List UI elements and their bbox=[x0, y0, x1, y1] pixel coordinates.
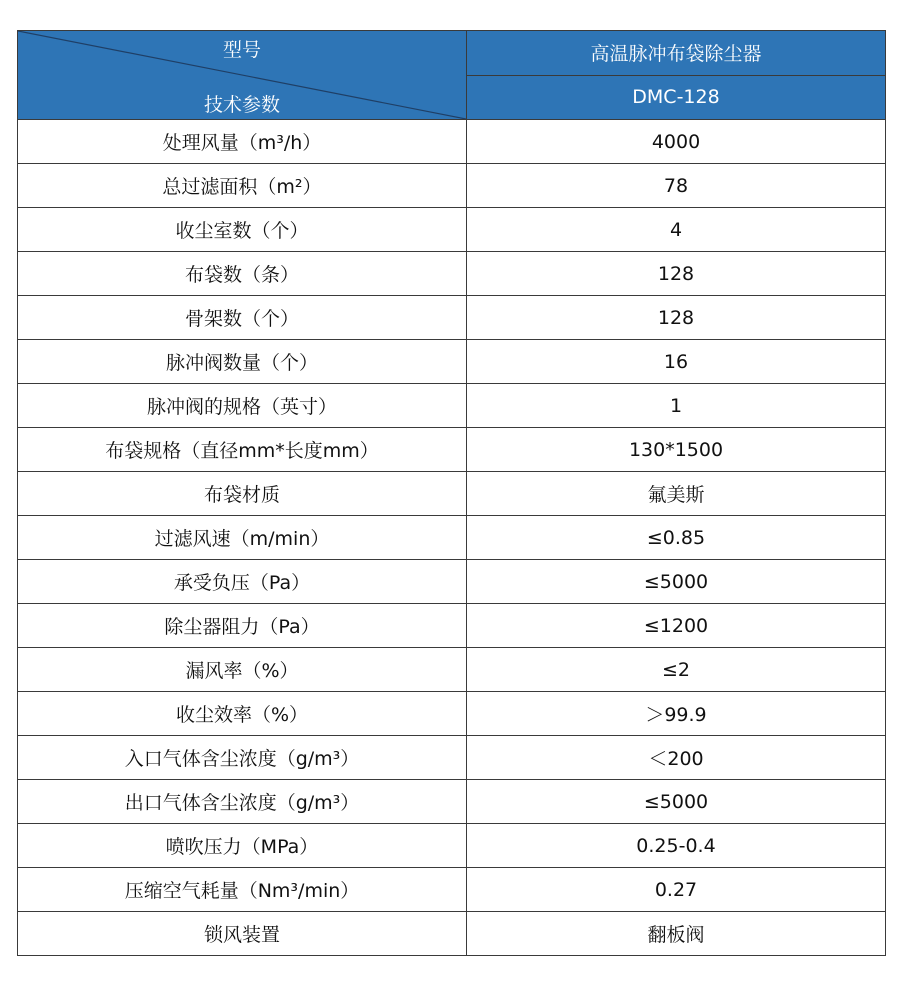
table-row bbox=[18, 252, 886, 296]
param-label: 布袋规格（直径mm*长度mm） bbox=[18, 428, 467, 472]
header-corner-cell bbox=[18, 31, 467, 120]
param-label: 漏风率（%） bbox=[18, 648, 467, 692]
table-row bbox=[18, 164, 886, 208]
param-label: 锁风装置 bbox=[18, 912, 467, 956]
param-value: 4000 bbox=[467, 120, 886, 164]
param-label: 总过滤面积（m²） bbox=[18, 164, 467, 208]
param-value: ≤1200 bbox=[467, 604, 886, 648]
param-value: ＞99.9 bbox=[467, 692, 886, 736]
param-label: 入口气体含尘浓度（g/m³） bbox=[18, 736, 467, 780]
param-value: 1 bbox=[467, 384, 886, 428]
header-corner-model-label: 型号 bbox=[222, 39, 261, 61]
param-label: 脉冲阀的规格（英寸） bbox=[18, 384, 467, 428]
table-row bbox=[18, 384, 886, 428]
param-value: 氟美斯 bbox=[467, 472, 886, 516]
param-value: 0.27 bbox=[467, 868, 886, 912]
param-value: ≤0.85 bbox=[467, 516, 886, 560]
param-value: 4 bbox=[467, 208, 886, 252]
param-value: ＜200 bbox=[467, 736, 886, 780]
param-label: 出口气体含尘浓度（g/m³） bbox=[18, 780, 467, 824]
param-label: 脉冲阀数量（个） bbox=[18, 340, 467, 384]
table-row bbox=[18, 692, 886, 736]
param-value: 78 bbox=[467, 164, 886, 208]
header-corner-params-label: 技术参数 bbox=[203, 94, 280, 116]
param-label: 喷吹压力（MPa） bbox=[18, 824, 467, 868]
param-value: ≤5000 bbox=[467, 780, 886, 824]
param-label: 压缩空气耗量（Nm³/min） bbox=[18, 868, 467, 912]
param-value: 128 bbox=[467, 296, 886, 340]
param-label: 过滤风速（m/min） bbox=[18, 516, 467, 560]
table-row bbox=[18, 296, 886, 340]
param-value: 130*1500 bbox=[467, 428, 886, 472]
header-product-name: 高温脉冲布袋除尘器 bbox=[467, 31, 886, 76]
param-value: 0.25-0.4 bbox=[467, 824, 886, 868]
param-value: ≤5000 bbox=[467, 560, 886, 604]
param-label: 收尘室数（个） bbox=[18, 208, 467, 252]
table-row bbox=[18, 736, 886, 780]
param-label: 布袋数（条） bbox=[18, 252, 467, 296]
param-label: 处理风量（m³/h） bbox=[18, 120, 467, 164]
table-row bbox=[18, 912, 886, 956]
table-row bbox=[18, 868, 886, 912]
table-row bbox=[18, 516, 886, 560]
table-row bbox=[18, 648, 886, 692]
table-row bbox=[18, 340, 886, 384]
param-value: 翻板阀 bbox=[467, 912, 886, 956]
table-row bbox=[18, 824, 886, 868]
table-row bbox=[18, 472, 886, 516]
param-label: 承受负压（Pa） bbox=[18, 560, 467, 604]
param-value: ≤2 bbox=[467, 648, 886, 692]
header-row-1 bbox=[18, 31, 886, 76]
table-row bbox=[18, 120, 886, 164]
table-row bbox=[18, 560, 886, 604]
param-label: 除尘器阻力（Pa） bbox=[18, 604, 467, 648]
spec-table-body bbox=[18, 31, 886, 956]
param-label: 骨架数（个） bbox=[18, 296, 467, 340]
table-row bbox=[18, 604, 886, 648]
spec-table bbox=[17, 30, 886, 956]
header-model: DMC-128 bbox=[467, 75, 886, 120]
table-row bbox=[18, 208, 886, 252]
param-label: 收尘效率（%） bbox=[18, 692, 467, 736]
table-row bbox=[18, 428, 886, 472]
param-value: 128 bbox=[467, 252, 886, 296]
table-row bbox=[18, 780, 886, 824]
param-label: 布袋材质 bbox=[18, 472, 467, 516]
param-value: 16 bbox=[467, 340, 886, 384]
